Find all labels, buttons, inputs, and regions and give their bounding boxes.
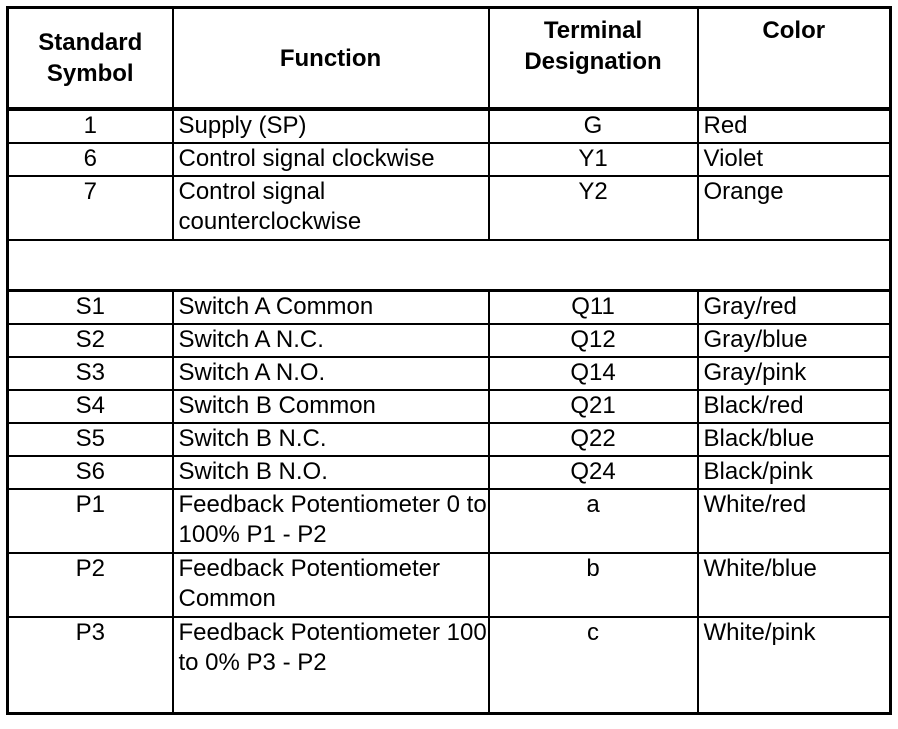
- cell-color: White/pink: [698, 617, 891, 714]
- header-standard-symbol: Standard Symbol: [8, 8, 173, 110]
- table-row: [8, 176, 891, 240]
- cell-symbol: S1: [8, 291, 173, 325]
- table-row: [8, 143, 891, 176]
- spacer-row: [8, 240, 891, 291]
- cell-color: Gray/pink: [698, 357, 891, 390]
- cell-function: Feedback Potentiometer Common: [173, 553, 489, 617]
- cell-terminal: b: [489, 553, 698, 617]
- cell-function: Control signal clockwise: [173, 143, 489, 176]
- cell-symbol: P3: [8, 617, 173, 714]
- cell-color: Violet: [698, 143, 891, 176]
- header-function: Function: [173, 8, 489, 110]
- header-terminal-designation: Terminal Designation: [489, 8, 698, 110]
- cell-terminal: Q21: [489, 390, 698, 423]
- cell-color: Red: [698, 109, 891, 143]
- cell-function: Feedback Potentiometer 0 to 100% P1 - P2: [173, 489, 489, 553]
- header-color: Color: [698, 8, 891, 110]
- table-row: [8, 456, 891, 489]
- cell-function: Switch A N.O.: [173, 357, 489, 390]
- cell-function: Switch B Common: [173, 390, 489, 423]
- table-row: [8, 324, 891, 357]
- cell-symbol: S4: [8, 390, 173, 423]
- cell-terminal: Q14: [489, 357, 698, 390]
- cell-function: Switch A Common: [173, 291, 489, 325]
- table-row: [8, 357, 891, 390]
- cell-function: Feedback Potentiometer 100 to 0% P3 - P2: [173, 617, 489, 714]
- cell-symbol: S6: [8, 456, 173, 489]
- wiring-table: [6, 6, 892, 715]
- cell-color: White/red: [698, 489, 891, 553]
- header-row: [8, 8, 891, 110]
- table-row: [8, 423, 891, 456]
- cell-color: Orange: [698, 176, 891, 240]
- table-row: [8, 489, 891, 553]
- cell-color: White/blue: [698, 553, 891, 617]
- cell-function: Switch B N.O.: [173, 456, 489, 489]
- cell-symbol: 6: [8, 143, 173, 176]
- cell-terminal: c: [489, 617, 698, 714]
- table-row: [8, 291, 891, 325]
- cell-symbol: 1: [8, 109, 173, 143]
- cell-color: Black/pink: [698, 456, 891, 489]
- table-row: [8, 617, 891, 714]
- cell-terminal: Q12: [489, 324, 698, 357]
- cell-function: Control signal counterclockwise: [173, 176, 489, 240]
- cell-symbol: S3: [8, 357, 173, 390]
- cell-terminal: Q24: [489, 456, 698, 489]
- table-row: [8, 109, 891, 143]
- table-row: [8, 390, 891, 423]
- cell-symbol: P1: [8, 489, 173, 553]
- cell-function: Supply (SP): [173, 109, 489, 143]
- cell-function: Switch A N.C.: [173, 324, 489, 357]
- cell-color: Gray/blue: [698, 324, 891, 357]
- cell-terminal: Y1: [489, 143, 698, 176]
- cell-symbol: 7: [8, 176, 173, 240]
- spacer-cell: [8, 240, 891, 291]
- cell-function: Switch B N.C.: [173, 423, 489, 456]
- cell-color: Black/blue: [698, 423, 891, 456]
- cell-terminal: Y2: [489, 176, 698, 240]
- cell-terminal: a: [489, 489, 698, 553]
- cell-terminal: Q11: [489, 291, 698, 325]
- cell-terminal: Q22: [489, 423, 698, 456]
- cell-symbol: S5: [8, 423, 173, 456]
- cell-terminal: G: [489, 109, 698, 143]
- cell-symbol: S2: [8, 324, 173, 357]
- cell-color: Black/red: [698, 390, 891, 423]
- table-row: [8, 553, 891, 617]
- wiring-table-container: [6, 6, 892, 715]
- cell-symbol: P2: [8, 553, 173, 617]
- cell-color: Gray/red: [698, 291, 891, 325]
